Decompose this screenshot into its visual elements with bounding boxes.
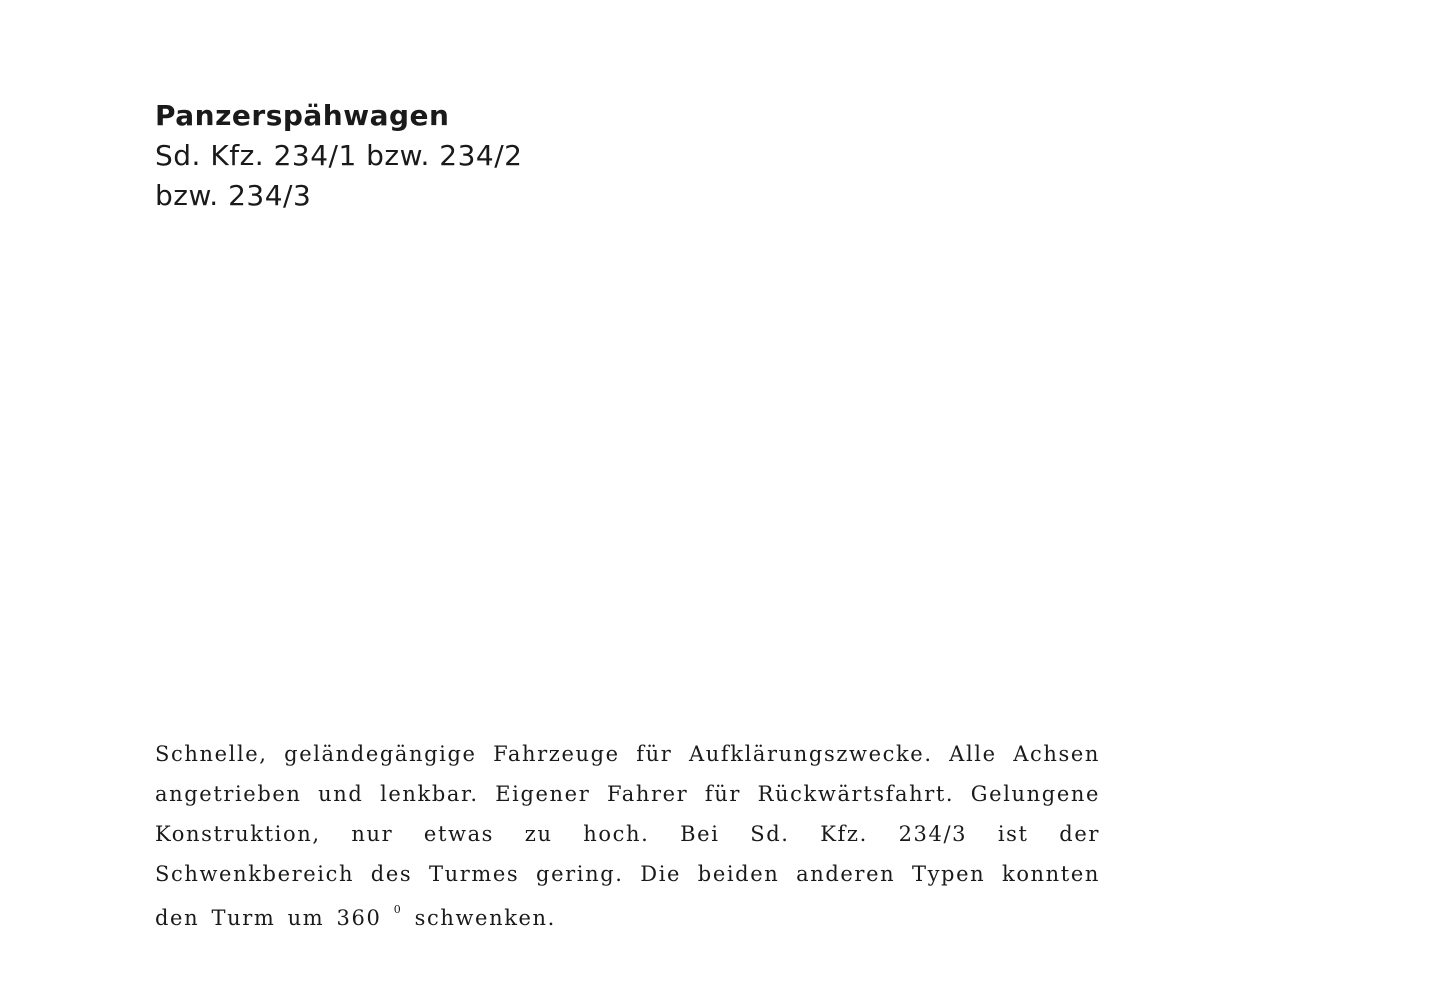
description-ending: schwenken. — [414, 906, 556, 930]
heading-designation-line-1: Sd. Kfz. 234/1 bzw. 234/2 — [155, 139, 523, 172]
heading-designation-line-2: bzw. 234/3 — [155, 179, 312, 212]
heading-title: Panzerspähwagen — [155, 99, 450, 132]
degree-mark: 0 — [393, 903, 403, 916]
heading-block — [155, 96, 855, 216]
description-text: Schnelle, geländegängige Fahrzeuge für Aufklärungszwecke. Alle Achsen angetrieben und lenkbar. Eigener Fahrer für Rückwärtsfahrt. Gelungene Konstruktion, nur etwas zu hoch. Bei Sd. Kfz. 234/3 ist der Schwenkbereich des Turmes gering. Die beiden anderen Typen konnten den Turm um 360 — [155, 742, 1100, 930]
description-paragraph — [155, 734, 1100, 938]
